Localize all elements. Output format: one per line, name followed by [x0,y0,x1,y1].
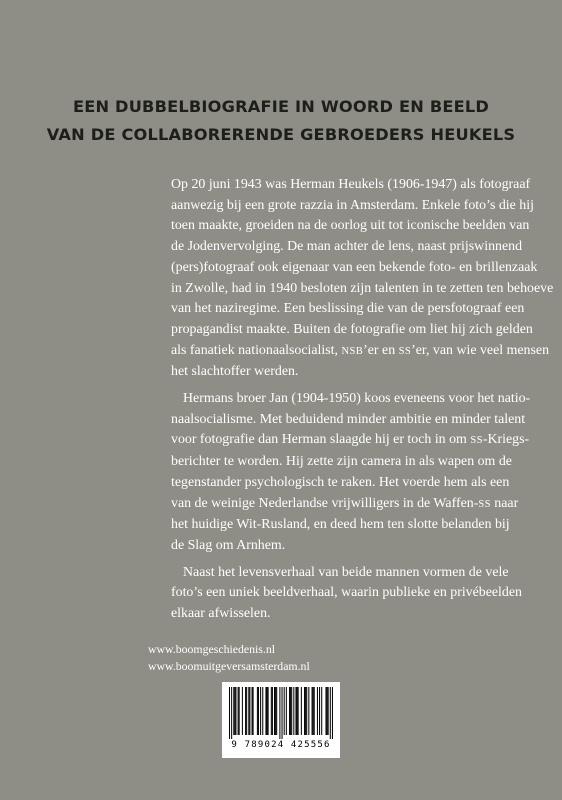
headline-line-2: VAN DE COLLABORERENDE GEBROEDERS HEUKELS [46,125,516,144]
text-line: voor fotografie dan Herman slaagde hij er toch in om SS-Kriegs- [171,432,530,448]
barcode-bar [242,687,243,735]
barcode-bars [229,687,333,739]
barcode-bar [301,687,302,735]
text-line: tegenstander psychologisch te raken. Het voerde hem als een [171,474,510,490]
barcode-bar [274,687,275,735]
text-line: als fanatiek nationaalsocialist, NSB’er en SS’er, van wie veel mensen [171,342,550,358]
text-line: van het naziregime. Een beslissing die van de persfotograaf een [171,301,525,317]
website-boomgeschiedenis: www.boomgeschiedenis.nl [148,642,276,656]
text-line: (pers)fotograaf ook eigenaar van een bekende foto- en brillenzaak [171,259,538,275]
barcode-bar [282,687,283,739]
barcode-bar [276,687,277,735]
paragraph-2 [171,389,531,557]
barcode-bar [298,687,299,735]
text-line: Op 20 juni 1943 was Herman Heukels (1906-1947) als fotograaf [171,177,531,192]
barcode-bar [314,687,315,735]
barcode-bar [289,687,290,735]
text-line: elkaar afwisselen. [171,606,271,622]
barcode-bar [258,687,259,735]
text-line: propagandist maakte. Buiten de fotografie om liet hij zich gelden [171,321,533,337]
barcode-bar [305,687,306,735]
text-line: van de weinige Nederlandse vrijwilligers in de Waffen-SS naar [171,495,519,511]
paragraph-1 [171,175,554,383]
text-line: in Zwolle, had in 1940 besloten zijn talenten in te zetten ten behoeve [171,280,554,296]
barcode-digits: 9 789024 425556 [231,740,331,750]
barcode-bar [275,687,276,735]
blurb-text [171,175,554,625]
barcode-bar [245,687,246,735]
barcode-bar [313,687,314,735]
barcode-bar [308,687,309,735]
barcode-bar [235,687,236,735]
text-line: Hermans broer Jan (1904-1950) koos eveneens voor het natio- [183,391,531,407]
text-line: foto’s een uniek beeldverhaal, waarin publieke en privébeelden [171,585,522,601]
barcode-bar [271,687,272,735]
barcode-bar [312,687,313,735]
text-line: de Slag om Arnhem. [171,537,286,553]
barcode-bar [233,687,234,735]
barcode-bar [332,687,333,739]
barcode-bar [249,687,250,735]
barcode-bar [248,687,249,735]
barcode-bar [291,687,292,735]
barcode-bar [267,687,268,735]
barcode-bar [238,687,239,735]
barcode-bar [319,687,320,735]
text-line: naalsocialisme. Met beduidend minder ambitie en minder talent [171,411,526,427]
paragraph-3 [171,563,522,625]
barcode-bar [262,687,263,735]
barcode-bar [325,687,326,735]
barcode-bar [239,687,240,735]
barcode-bar [284,687,285,735]
barcode-bar [265,687,266,735]
barcode-bar [297,687,298,735]
barcode-bar [279,687,280,739]
website-boomuitgeversamsterdam: www.boomuitgeversamsterdam.nl [148,659,310,673]
barcode-bar [295,687,296,735]
text-line: berichter te worden. Hij zette zijn camera in als wapen om de [171,454,512,470]
isbn-barcode [222,682,340,758]
barcode-bar [234,687,235,735]
barcode-bar [231,687,232,739]
barcode-bar [246,687,247,735]
barcode-bar [272,687,273,735]
text-line: het huidige Wit-Rusland, en deed hem ten slotte belanden bij [171,517,510,533]
text-line: Naast het levensverhaal van beide mannen vormen de vele [183,564,509,580]
barcode-bar [257,687,258,735]
barcode-bar [260,687,261,735]
barcode-bar [306,687,307,735]
barcode-bar [286,687,287,735]
text-line: aanwezig bij een grote razzia in Amsterdam. Enkele foto’s die hij [171,197,534,213]
text-line: het slachtoffer werden. [171,364,299,380]
barcode-bar [304,687,305,735]
barcode-bar [293,687,294,735]
barcode-bar [253,687,254,735]
text-line: toen maakte, groeiden na de oorlog uit tot iconische beelden van [171,218,530,234]
text-line: de Jodenvervolging. De man achter de lens, naast prijswinnend [171,239,523,255]
headline [0,93,562,149]
barcode-bar [229,687,230,739]
barcode-bar [317,687,318,735]
barcode-bar [268,687,269,735]
barcode-bar [290,687,291,735]
headline-line-1: EEN DUBBELBIOGRAFIE IN WOORD EN BEELD [72,97,490,116]
barcode-bar [328,687,329,735]
barcode-bar [321,687,322,735]
barcode-bar [252,687,253,735]
barcode-bar [330,687,331,739]
publisher-websites [0,641,562,675]
barcode-bar [327,687,328,735]
